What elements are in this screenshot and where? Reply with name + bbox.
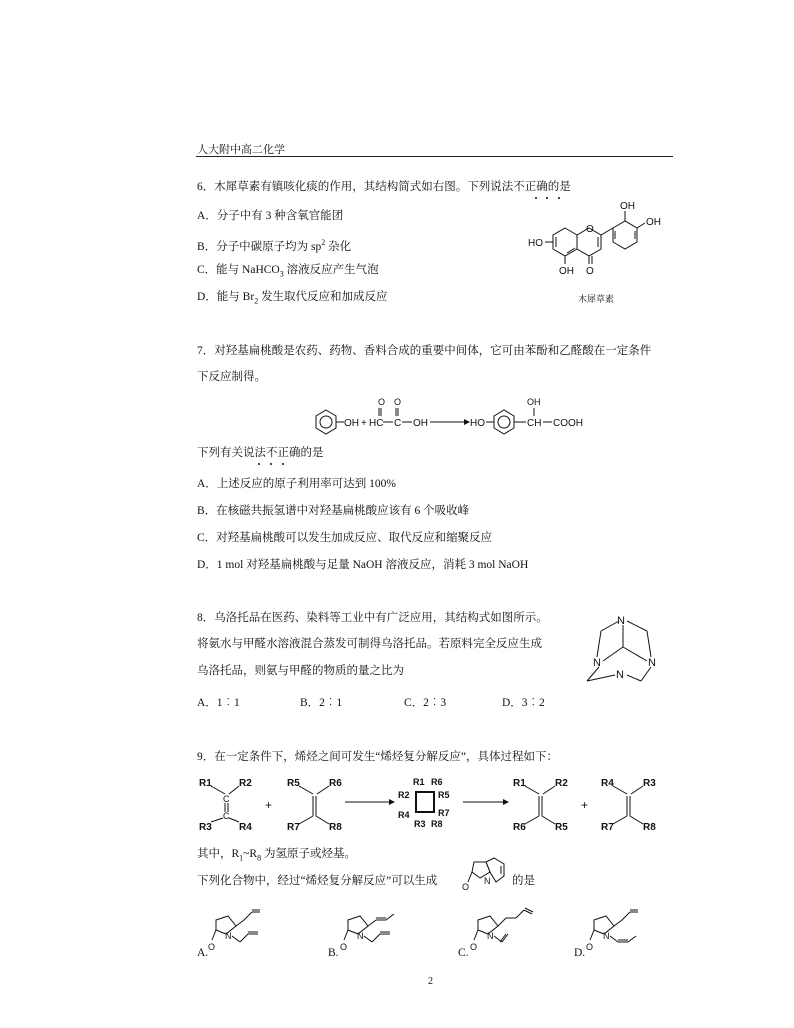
- svg-text:R6: R6: [431, 777, 443, 787]
- ho-left: HO: [528, 238, 543, 249]
- q8-option-c: C．2︰3: [404, 697, 447, 709]
- svg-text:R1: R1: [413, 777, 425, 787]
- q7-sub-stem: 下列有关说法不正确的是: [197, 447, 324, 459]
- svg-text:R1: R1: [513, 778, 526, 789]
- q7-option-c: C．对羟基扁桃酸可以发生加成反应、取代反应和缩聚反应: [197, 532, 493, 544]
- svg-text:+: +: [265, 798, 273, 812]
- target-lactam-structure: [460, 858, 510, 898]
- svg-text:R4: R4: [239, 822, 252, 833]
- svg-text:R7: R7: [601, 822, 614, 833]
- luteolin-caption: 木犀草素: [578, 294, 615, 304]
- product-ho: HO: [470, 418, 485, 429]
- svg-text:O: O: [470, 942, 478, 952]
- svg-text:R6: R6: [513, 822, 526, 833]
- svg-text:R1: R1: [199, 778, 212, 789]
- n-top: N: [617, 615, 625, 627]
- svg-text:O: O: [462, 882, 470, 892]
- svg-text:R4: R4: [398, 810, 410, 820]
- q7-reaction-scheme: [306, 396, 596, 438]
- header-title: 人大附中高二化学: [197, 144, 285, 156]
- q8-option-d: D．3︰2: [502, 697, 545, 709]
- n-right: N: [648, 657, 656, 669]
- svg-text:R7: R7: [287, 822, 300, 833]
- svg-text:R8: R8: [431, 819, 443, 829]
- emphasis-dot: [282, 463, 284, 465]
- q9-ask-prefix: 下列化合物中，经过“烯烃复分解反应”可以生成: [197, 875, 438, 887]
- svg-text:+: +: [581, 798, 589, 812]
- q7-option-b: B．在核磁共振氢谱中对羟基扁桃酸应该有 6 个吸收峰: [197, 505, 470, 517]
- svg-text:N: N: [487, 931, 494, 941]
- product-ch: CH: [527, 418, 542, 429]
- q9-ask-suffix: 的是: [512, 875, 535, 887]
- emphasis-dot: [258, 463, 260, 465]
- svg-text:R2: R2: [398, 790, 410, 800]
- q6-stem: 6．木犀草素有镇咳化痰的作用，其结构简式如右图。下列说法不正确的是: [197, 181, 571, 193]
- q7-option-a: A．上述反应的原子利用率可达到 100%: [197, 478, 397, 490]
- q9-note: 其中，$R_1\sim R_8$ 为氢原子或烃基。: [197, 848, 356, 863]
- svg-text:N: N: [225, 931, 232, 941]
- svg-text:C: C: [223, 811, 230, 821]
- luteolin-structure: [525, 198, 670, 310]
- svg-text:R8: R8: [329, 822, 342, 833]
- glyoxylic-oh: OH: [413, 418, 428, 429]
- svg-text:R5: R5: [287, 778, 300, 789]
- svg-text:N: N: [603, 931, 610, 941]
- q8-option-a: A．1︰1: [197, 697, 240, 709]
- q6-option-c: C．能与 NaHCO$_3$ 溶液反应产生气泡: [197, 264, 379, 279]
- q9-choice-c-structure: [470, 906, 540, 956]
- q6-option-b: B．分子中碳原子均为 $sp^2$ 杂化: [197, 238, 352, 253]
- q7-stem-line1: 7．对羟基扁桃酸是农药、药物、香料合成的重要中间体，它可由苯酚和乙醛酸在一定条件: [197, 345, 652, 357]
- q8-stem-line2: 将氨水与甲醛水溶液混合蒸发可制得乌洛托品。若原料完全反应生成: [197, 638, 542, 650]
- product-oh-top: OH: [527, 397, 541, 407]
- glyoxylic-o2: O: [394, 397, 402, 407]
- svg-text:R2: R2: [239, 778, 252, 789]
- emphasis-dot: [270, 463, 272, 465]
- svg-text:R5: R5: [555, 822, 568, 833]
- svg-text:N: N: [357, 931, 364, 941]
- oh-bottom: OH: [559, 266, 574, 277]
- q9-stem: 9．在一定条件下，烯烃之间可发生“烯烃复分解反应”，具体过程如下：: [197, 751, 558, 763]
- q6-option-a: A．分子中有 3 种含氧官能团: [197, 210, 344, 222]
- svg-text:R2: R2: [555, 778, 568, 789]
- glyoxylic-o1: O: [378, 397, 386, 407]
- oh-right: OH: [646, 217, 661, 228]
- n-left: N: [593, 657, 601, 669]
- glyoxylic-c: C: [394, 418, 402, 429]
- svg-text:R3: R3: [414, 819, 426, 829]
- q8-option-b: B．2︰1: [300, 697, 343, 709]
- q7-option-d: D．1 mol 对羟基扁桃酸与足量 NaOH 溶液反应，消耗 3 mol NaOH: [197, 559, 529, 571]
- svg-text:O: O: [208, 942, 216, 952]
- q7-stem-line2: 下反应制得。: [197, 371, 266, 383]
- svg-text:R6: R6: [329, 778, 342, 789]
- svg-text:O: O: [586, 942, 594, 952]
- header-rule: [196, 156, 673, 157]
- urotropine-structure: [583, 605, 663, 690]
- q9-choice-b-label: B.: [328, 947, 339, 959]
- svg-text:R5: R5: [438, 790, 450, 800]
- page-number: 2: [428, 976, 433, 987]
- q8-stem-line1: 8．乌洛托品在医药、染料等工业中有广泛应用，其结构式如图所示。: [197, 612, 548, 624]
- svg-text:N: N: [484, 876, 491, 886]
- phenol-oh: OH: [344, 418, 359, 429]
- reaction-plus: +: [361, 418, 367, 429]
- q9-choice-d-structure: [586, 908, 656, 956]
- q6-option-d: D．能与 $Br_2$ 发生取代反应和加成反应: [197, 291, 388, 306]
- q8-stem-line3: 乌洛托品，则氨与甲醛的物质的量之比为: [197, 665, 404, 677]
- svg-text:O: O: [340, 942, 348, 952]
- q9-choice-a-structure: [208, 908, 268, 956]
- olefin-metathesis-scheme: [197, 772, 677, 834]
- oh-top: OH: [620, 201, 635, 212]
- q9-choice-a-label: A.: [197, 947, 209, 959]
- svg-text:R7: R7: [438, 808, 450, 818]
- svg-text:R3: R3: [199, 822, 212, 833]
- svg-text:C: C: [223, 794, 230, 804]
- svg-text:R4: R4: [601, 778, 614, 789]
- ring-o: O: [586, 224, 594, 235]
- q9-choice-d-label: D.: [574, 947, 586, 959]
- q9-choice-c-label: C.: [458, 947, 469, 959]
- product-cooh: COOH: [553, 418, 583, 429]
- carbonyl-o: O: [586, 266, 594, 277]
- svg-text:R8: R8: [643, 822, 656, 833]
- ald-hc: HC: [369, 418, 384, 429]
- n-middle: N: [616, 669, 624, 681]
- q9-choice-b-structure: [340, 908, 404, 956]
- svg-text:R3: R3: [643, 778, 656, 789]
